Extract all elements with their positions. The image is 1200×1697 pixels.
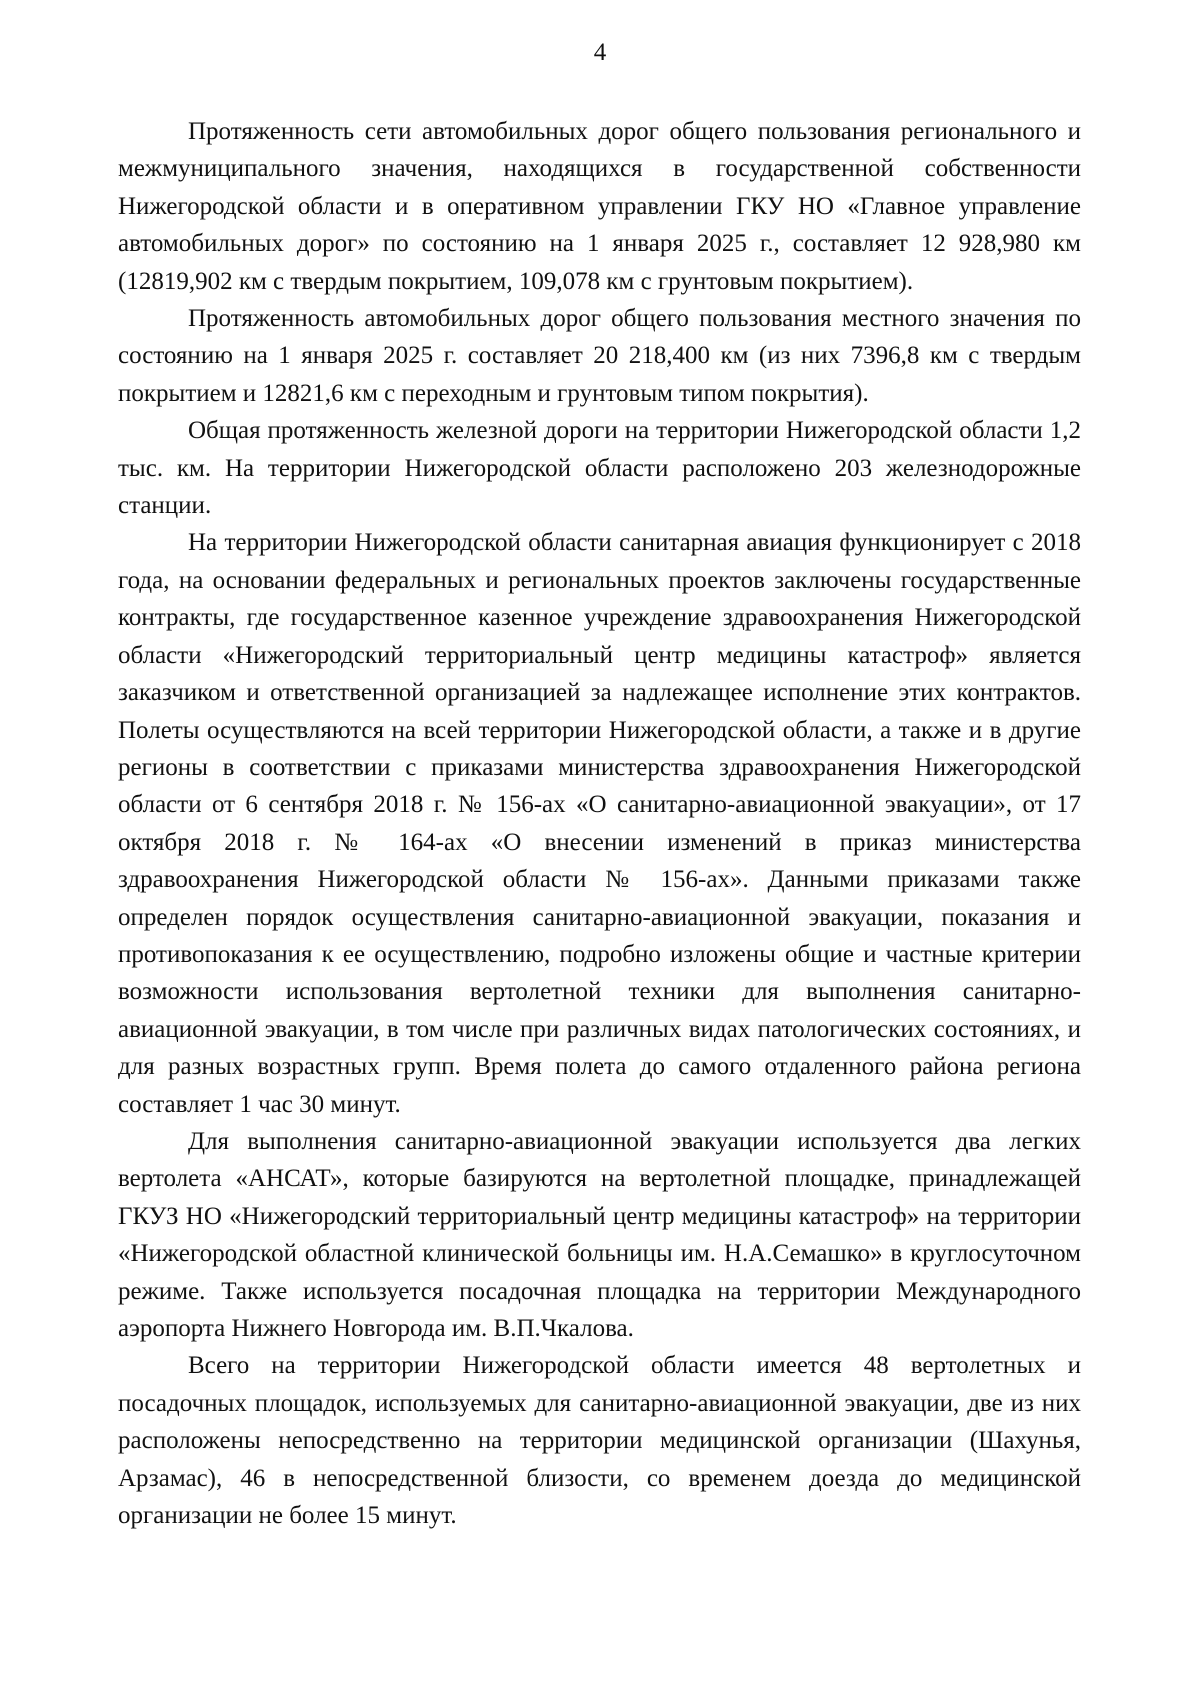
paragraph-sanitary-aviation: На территории Нижегородской области санитарная авиация функционирует с 2018 года, на основании федеральных и региональных проектов заключены государственные контракты, где государственное казенное учреждение здравоохранения Нижегородской области «Нижегородский территориальный центр медицины катастроф» является заказчиком и ответственной организацией за надлежащее исполнение этих контрактов. Полеты осуществляются на всей территории Нижегородской области, а также и в другие регионы в соответствии с приказами министерства здравоохранения Нижегородской области от 6 сентября 2018 г. № 156-ах «О санитарно-авиационной эвакуации», от 17 октября 2018 г. № 164-ах «О внесении изменений в приказ министерства здравоохранения Нижегородской области № 156-ах». Данными приказами также определен порядок осуществления санитарно-авиационной эвакуации, показания и противопоказания к ее осуществлению, подробно изложены общие и частные критерии возможности использования вертолетной техники для выполнения санитарно-авиационной эвакуации, в том числе при различных видах патологических состояниях, и для разных возрастных групп. Время полета до самого отдаленного района региона составляет 1 час 30 минут. [118, 529, 1081, 1118]
paragraph-local-roads: Протяженность автомобильных дорог общего пользования местного значения по состоянию на 1 января 2025 г. составляет 20 218,400 км (из них 7396,8 км с твердым покрытием и 12821,6 км с переходным и грунтовым типом покрытия). [118, 305, 1081, 407]
page-number: 4 [593, 39, 607, 66]
paragraph-regional-roads: Протяженность сети автомобильных дорог общего пользования регионального и межмуниципального значения, находящихся в государственной собственности Нижегородской области и в оперативном управлении ГКУ НО «Главное управление автомобильных дорог» по состоянию на 1 января 2025 г., составляет 12 928,980 км (12819,902 км с твердым покрытием, 109,078 км с грунтовым покрытием). [118, 118, 1081, 295]
document-body [118, 113, 1081, 1534]
paragraph-railway: Общая протяженность железной дороги на территории Нижегородской области 1,2 тыс. км. На территории Нижегородской области расположено 203 железнодорожные станции. [118, 417, 1081, 520]
paragraph-helicopters: Для выполнения санитарно-авиационной эвакуации используется два легких вертолета «АНСАТ», которые базируются на вертолетной площадке, принадлежащей ГКУЗ НО «Нижегородский территориальный центр медицины катастроф» на территории «Нижегородской областной клинической больницы им. Н.А.Семашко» в круглосуточном режиме. Также используется посадочная площадка на территории Международного аэропорта Нижнего Новгорода им. В.П.Чкалова. [118, 1127, 1081, 1342]
paragraph-landing-sites: Всего на территории Нижегородской области имеется 48 вертолетных и посадочных площадок, используемых для санитарно-авиационной эвакуации, две из них расположены непосредственно на территории медицинской организации (Шахунья, Арзамас), 46 в непосредственной близости, со временем доезда до медицинской организации не более 15 минут. [118, 1352, 1081, 1530]
